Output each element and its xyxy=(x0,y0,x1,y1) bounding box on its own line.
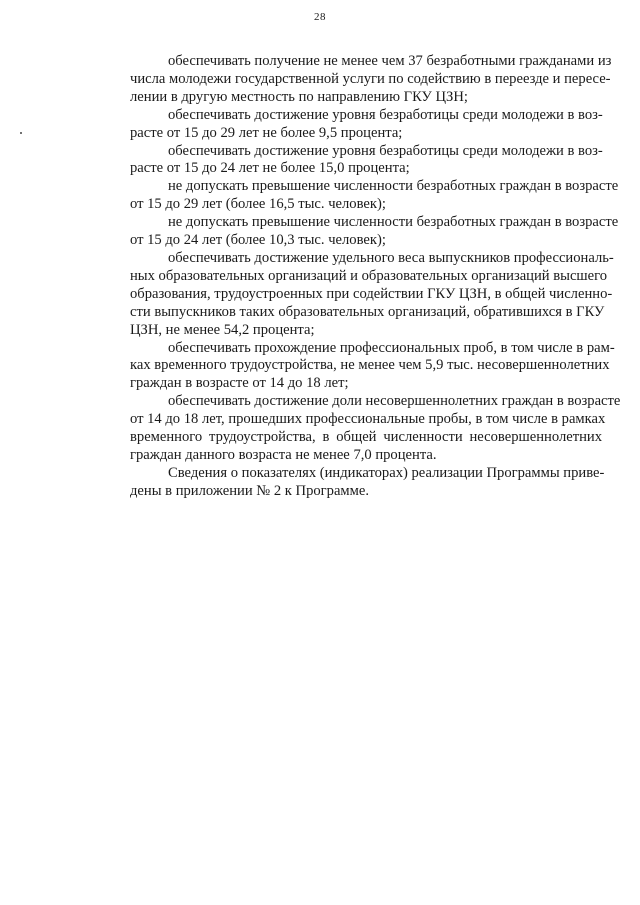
paragraph xyxy=(92,249,614,340)
paragraph xyxy=(92,143,602,179)
text-line: расте от 15 до 29 лет не более 9,5 процента; xyxy=(130,124,403,141)
paragraph xyxy=(92,53,612,107)
paragraph xyxy=(92,107,602,143)
text-line: от 14 до 18 лет, прошедших профессиональные пробы, в том числе в рамках xyxy=(130,411,606,428)
text-line: лении в другую местность по направлению ГКУ ЦЗН; xyxy=(130,88,468,105)
text-line: не допускать превышение численности безработных граждан в возрасте xyxy=(168,178,619,195)
text-line: граждан в возрасте от 14 до 18 лет; xyxy=(130,375,349,392)
paragraph xyxy=(92,214,619,250)
text-line: не допускать превышение численности безработных граждан в возрасте xyxy=(168,214,619,231)
text-line: граждан данного возраста не менее 7,0 процента. xyxy=(130,446,437,463)
text-line: обеспечивать достижение удельного веса выпускников профессиональ- xyxy=(168,249,614,266)
text-line: сти выпускников таких образовательных организаций, обратившихся в ГКУ xyxy=(130,303,605,320)
text-line: ных образовательных организаций и образовательных организаций высшего xyxy=(130,267,608,284)
paragraph xyxy=(92,178,619,214)
text-line: ках временного трудоустройства, не менее чем 5,9 тыс. несовершеннолетних xyxy=(130,357,610,374)
text-line: Сведения о показателях (индикаторах) реализации Программы приве- xyxy=(168,464,605,481)
text-line: обеспечивать достижение уровня безработицы среди молодежи в воз- xyxy=(168,106,603,123)
text-line: обеспечивать достижение доли несовершеннолетних граждан в возрасте xyxy=(168,393,621,410)
text-line: от 15 до 29 лет (более 16,5 тыс. человек); xyxy=(130,196,386,213)
paragraph xyxy=(92,339,615,394)
text-line: временного трудоустройства, в общей численности несовершеннолетних xyxy=(130,429,602,446)
text-line: ЦЗН, не менее 54,2 процента; xyxy=(130,321,315,338)
page-number: 28 xyxy=(314,11,326,23)
text-line: дены в приложении № 2 к Программе. xyxy=(130,482,370,499)
text-line: расте от 15 до 24 лет не более 15,0 процента; xyxy=(130,160,410,177)
text-line: числа молодежи государственной услуги по содействию в переезде и пересе- xyxy=(130,70,611,87)
text-line: обеспечивать получение не менее чем 37 безработными гражданами из xyxy=(168,53,612,69)
text-line: образования, трудоустроенных при содействии ГКУ ЦЗН, в общей численно- xyxy=(130,285,613,302)
paragraph xyxy=(92,464,605,501)
text-line: обеспечивать достижение уровня безработицы среди молодежи в воз- xyxy=(168,142,603,159)
scan-speck xyxy=(20,132,22,134)
document-body xyxy=(92,53,621,501)
text-line: от 15 до 24 лет (более 10,3 тыс. человек); xyxy=(130,232,386,249)
paragraph xyxy=(92,393,621,465)
text-line: обеспечивать прохождение профессиональных проб, в том числе в рам- xyxy=(168,339,615,356)
